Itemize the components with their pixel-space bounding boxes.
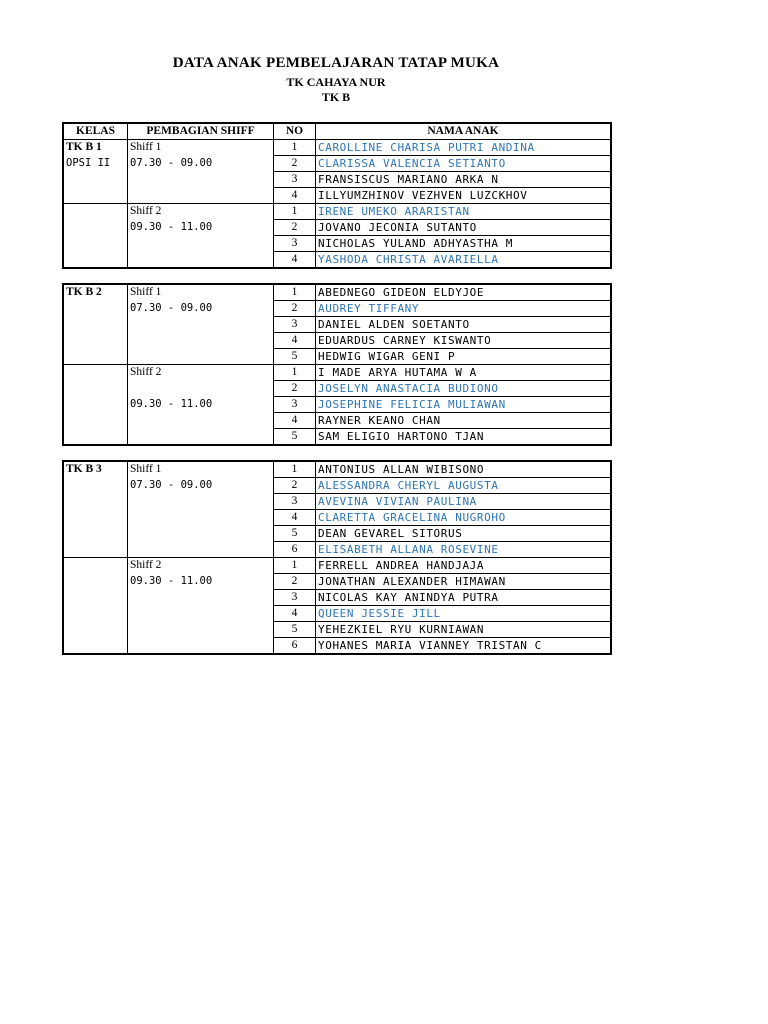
student-row bbox=[63, 236, 611, 252]
student-row bbox=[63, 461, 611, 478]
class-table-2 bbox=[62, 283, 612, 446]
kelas-cell bbox=[63, 333, 128, 349]
header-row bbox=[63, 123, 611, 140]
student-no: 5 bbox=[274, 622, 316, 638]
kelas-cell bbox=[63, 494, 128, 510]
school-name: TK CAHAYA NUR bbox=[286, 75, 386, 89]
student-row bbox=[63, 140, 611, 156]
student-name: RAYNER KEANO CHAN bbox=[316, 413, 612, 429]
shift-cell bbox=[128, 494, 274, 510]
student-row bbox=[63, 478, 611, 494]
shift-cell bbox=[128, 510, 274, 526]
student-no: 6 bbox=[274, 542, 316, 558]
student-row bbox=[63, 381, 611, 397]
student-no: 2 bbox=[274, 220, 316, 236]
kelas-cell bbox=[63, 526, 128, 542]
student-no: 4 bbox=[274, 333, 316, 349]
student-row bbox=[63, 526, 611, 542]
shift-time: 07.30 - 09.00 bbox=[128, 301, 274, 317]
student-name: NICHOLAS YULAND ADHYASTHA M bbox=[316, 236, 612, 252]
kelas-cell bbox=[63, 558, 128, 574]
student-name: EDUARDUS CARNEY KISWANTO bbox=[316, 333, 612, 349]
kelas-label: TK B 1 bbox=[63, 140, 128, 156]
kelas-cell bbox=[63, 638, 128, 655]
kelas-cell bbox=[63, 542, 128, 558]
student-row bbox=[63, 284, 611, 301]
header-no: NO bbox=[274, 123, 316, 140]
student-row bbox=[63, 542, 611, 558]
shift-label: Shiff 1 bbox=[128, 284, 274, 301]
student-name: ANTONIUS ALLAN WIBISONO bbox=[316, 461, 612, 478]
student-row bbox=[63, 606, 611, 622]
student-row bbox=[63, 349, 611, 365]
student-name: YOHANES MARIA VIANNEY TRISTAN C bbox=[318, 639, 542, 652]
opsi-label: OPSI II bbox=[63, 156, 128, 172]
student-no: 2 bbox=[274, 381, 316, 397]
shift-cell bbox=[128, 236, 274, 252]
student-name: CLARISSA VALENCIA SETIANTO bbox=[316, 156, 612, 172]
student-name: ABEDNEGO GIDEON ELDYJOE bbox=[316, 284, 612, 301]
student-name: FERRELL ANDREA HANDJAJA bbox=[316, 558, 612, 574]
kelas-cell bbox=[63, 429, 128, 446]
student-name: NICOLAS KAY ANINDYA PUTRA bbox=[316, 590, 612, 606]
shift-cell bbox=[128, 413, 274, 429]
student-name: FRANSISCUS MARIANO ARKA N bbox=[316, 172, 612, 188]
shift-cell bbox=[128, 172, 274, 188]
student-name: ILLYUMZHINOV VEZHVEN LUZCKHOV bbox=[316, 188, 612, 204]
student-name: HEDWIG WIGAR GENI P bbox=[316, 349, 612, 365]
student-row bbox=[63, 429, 611, 446]
kelas-label: TK B 3 bbox=[63, 461, 128, 478]
student-no: 5 bbox=[274, 349, 316, 365]
shift-cell bbox=[128, 542, 274, 558]
kelas-cell bbox=[63, 317, 128, 333]
kelas-cell bbox=[63, 510, 128, 526]
kelas-cell bbox=[63, 220, 128, 236]
shift-cell bbox=[128, 333, 274, 349]
student-row bbox=[63, 413, 611, 429]
shift-cell bbox=[128, 429, 274, 446]
header-nama-anak: NAMA ANAK bbox=[316, 123, 612, 140]
header-kelas: KELAS bbox=[63, 123, 128, 140]
shift-cell bbox=[128, 638, 274, 655]
kelas-cell bbox=[63, 413, 128, 429]
shift-cell bbox=[128, 622, 274, 638]
student-no: 1 bbox=[274, 461, 316, 478]
student-no: 4 bbox=[274, 188, 316, 204]
student-no: 1 bbox=[274, 140, 316, 156]
kelas-cell bbox=[63, 574, 128, 590]
student-row bbox=[63, 220, 611, 236]
shift-cell bbox=[128, 381, 274, 397]
kelas-cell bbox=[63, 188, 128, 204]
student-name: YEHEZKIEL RYU KURNIAWAN bbox=[316, 622, 612, 638]
student-row bbox=[63, 156, 611, 172]
student-no: 3 bbox=[274, 236, 316, 252]
student-row bbox=[63, 204, 611, 220]
student-no: 2 bbox=[274, 478, 316, 494]
kelas-cell bbox=[63, 252, 128, 269]
shift-label: Shiff 2 bbox=[128, 204, 274, 220]
student-name: AUDREY TIFFANY bbox=[316, 301, 612, 317]
kelas-label: TK B 2 bbox=[63, 284, 128, 301]
student-row bbox=[63, 172, 611, 188]
student-row bbox=[63, 590, 611, 606]
student-row bbox=[63, 317, 611, 333]
student-no: 4 bbox=[274, 510, 316, 526]
kelas-cell bbox=[63, 397, 128, 413]
shift-label: Shiff 2 bbox=[128, 365, 274, 381]
shift-cell bbox=[128, 590, 274, 606]
student-no: 4 bbox=[274, 413, 316, 429]
student-row bbox=[63, 188, 611, 204]
student-no: 3 bbox=[274, 590, 316, 606]
student-no: 5 bbox=[274, 526, 316, 542]
student-name: DANIEL ALDEN SOETANTO bbox=[316, 317, 612, 333]
shift-cell bbox=[128, 526, 274, 542]
header-pembagian-shiff: PEMBAGIAN SHIFF bbox=[128, 123, 274, 140]
shift-cell bbox=[128, 606, 274, 622]
kelas-cell bbox=[63, 349, 128, 365]
student-name: YASHODA CHRISTA AVARIELLA bbox=[318, 253, 499, 266]
kelas-cell bbox=[63, 478, 128, 494]
student-name: AVEVINA VIVIAN PAULINA bbox=[316, 494, 612, 510]
shift-cell bbox=[128, 252, 274, 269]
class-table-1 bbox=[62, 122, 612, 269]
student-name: IRENE UMEKO ARARISTAN bbox=[316, 204, 612, 220]
student-name: JOSELYN ANASTACIA BUDIONO bbox=[316, 381, 612, 397]
shift-label: Shiff 1 bbox=[128, 461, 274, 478]
student-row bbox=[63, 558, 611, 574]
student-no: 2 bbox=[274, 574, 316, 590]
student-name: JOSEPHINE FELICIA MULIAWAN bbox=[316, 397, 612, 413]
student-name: I MADE ARYA HUTAMA W A bbox=[316, 365, 612, 381]
kelas-cell bbox=[63, 172, 128, 188]
kelas-cell bbox=[63, 590, 128, 606]
student-row bbox=[63, 333, 611, 349]
class-table-3 bbox=[62, 460, 612, 655]
student-name: CAROLLINE CHARISA PUTRI ANDINA bbox=[316, 140, 612, 156]
student-no: 3 bbox=[274, 397, 316, 413]
student-row bbox=[63, 638, 611, 655]
shift-time: 07.30 - 09.00 bbox=[128, 478, 274, 494]
student-row bbox=[63, 252, 611, 269]
student-name: SAM ELIGIO HARTONO TJAN bbox=[318, 430, 485, 443]
kelas-cell bbox=[63, 365, 128, 381]
student-row bbox=[63, 510, 611, 526]
document-title: DATA ANAK PEMBELAJARAN TATAP MUKA bbox=[172, 55, 500, 71]
shift-label: Shiff 2 bbox=[128, 558, 274, 574]
student-no: 3 bbox=[274, 172, 316, 188]
shift-time: 09.30 - 11.00 bbox=[128, 220, 274, 236]
kelas-cell bbox=[63, 236, 128, 252]
student-no: 3 bbox=[274, 494, 316, 510]
student-no: 4 bbox=[274, 606, 316, 622]
student-no: 1 bbox=[274, 558, 316, 574]
student-name: QUEEN JESSIE JILL bbox=[316, 606, 612, 622]
kelas-cell bbox=[63, 204, 128, 220]
student-row bbox=[63, 494, 611, 510]
student-name: JOVANO JECONIA SUTANTO bbox=[316, 220, 612, 236]
student-row bbox=[63, 574, 611, 590]
student-name: ALESSANDRA CHERYL AUGUSTA bbox=[316, 478, 612, 494]
student-no: 1 bbox=[274, 365, 316, 381]
shift-label: Shiff 1 bbox=[128, 140, 274, 156]
shift-cell bbox=[128, 317, 274, 333]
student-row bbox=[63, 622, 611, 638]
shift-cell bbox=[128, 349, 274, 365]
class-level: TK B bbox=[321, 90, 351, 104]
kelas-cell bbox=[63, 301, 128, 317]
student-name: ELISABETH ALLANA ROSEVINE bbox=[316, 542, 612, 558]
student-no: 1 bbox=[274, 284, 316, 301]
kelas-cell bbox=[63, 622, 128, 638]
student-name: CLARETTA GRACELINA NUGROHO bbox=[316, 510, 612, 526]
student-no: 6 bbox=[274, 638, 316, 655]
student-row bbox=[63, 397, 611, 413]
student-name: JONATHAN ALEXANDER HIMAWAN bbox=[316, 574, 612, 590]
shift-time: 09.30 - 11.00 bbox=[128, 574, 274, 590]
shift-cell bbox=[128, 188, 274, 204]
student-no: 5 bbox=[274, 429, 316, 446]
student-no: 4 bbox=[274, 252, 316, 269]
student-no: 2 bbox=[274, 156, 316, 172]
student-row bbox=[63, 301, 611, 317]
kelas-cell bbox=[63, 381, 128, 397]
student-no: 3 bbox=[274, 317, 316, 333]
shift-time: 07.30 - 09.00 bbox=[128, 156, 274, 172]
student-no: 2 bbox=[274, 301, 316, 317]
student-name: DEAN GEVAREL SITORUS bbox=[316, 526, 612, 542]
kelas-cell bbox=[63, 606, 128, 622]
student-row bbox=[63, 365, 611, 381]
shift-time: 09.30 - 11.00 bbox=[128, 397, 274, 413]
student-no: 1 bbox=[274, 204, 316, 220]
